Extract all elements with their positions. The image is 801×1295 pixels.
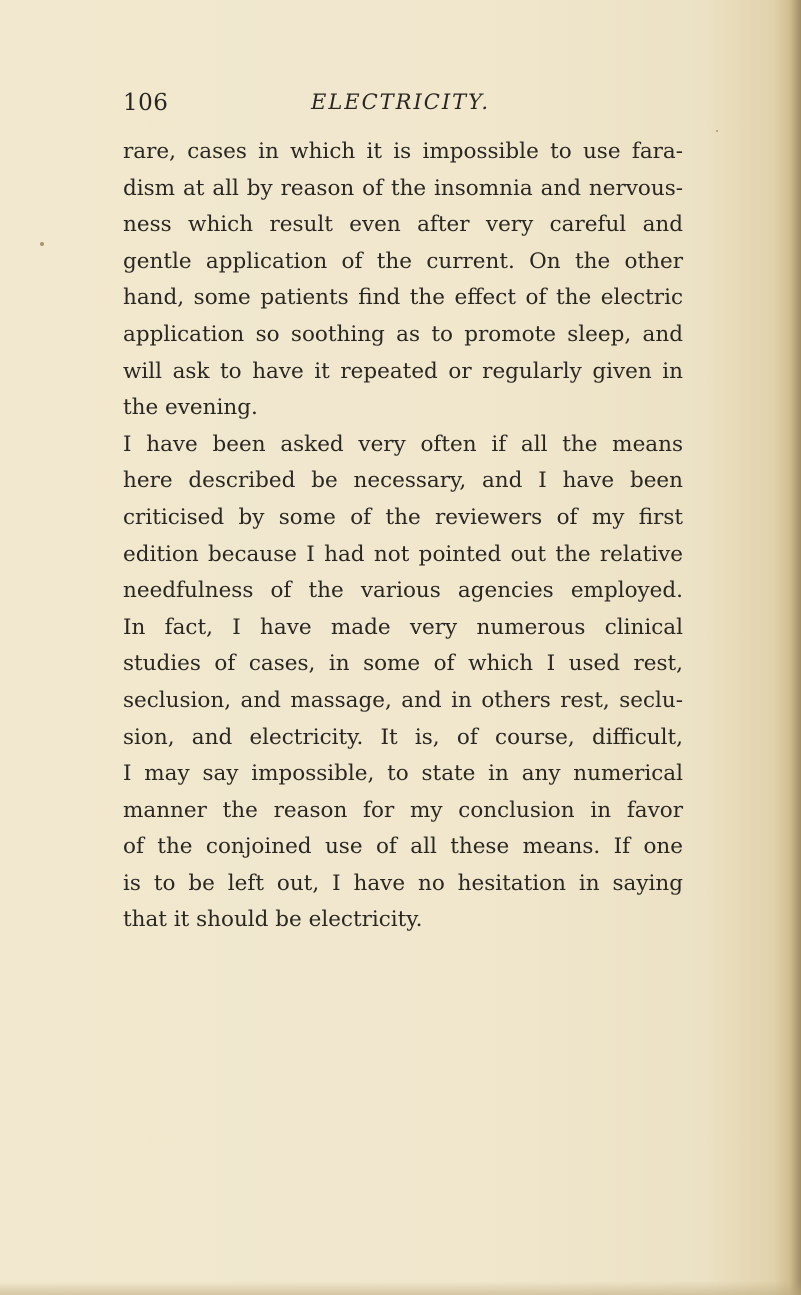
- paper-speck: [40, 242, 44, 246]
- text-line: studies of cases, in some of which I used rest,: [123, 651, 683, 677]
- paper-speck: [716, 130, 718, 132]
- text-line: sion, and electricity. It is, of course, difficult,: [123, 724, 683, 750]
- page-number: 106: [123, 90, 169, 116]
- page-header: [123, 90, 683, 124]
- text-line: criticised by some of the reviewers of my first: [123, 504, 683, 530]
- text-line: manner the reason for my conclusion in favor: [123, 797, 683, 823]
- page-bottom-shadow: [0, 1281, 801, 1295]
- text-line: here described be necessary, and I have been: [123, 468, 683, 494]
- body-text: [123, 134, 683, 939]
- text-line: gentle application of the current. On the other: [123, 248, 683, 274]
- text-line: needfulness of the various agencies employed.: [123, 578, 683, 604]
- text-line: seclusion, and massage, and in others rest, seclu-: [123, 687, 683, 713]
- text-line: ness which result even after very careful and: [123, 212, 683, 238]
- text-line: that it should be electricity.: [123, 907, 423, 933]
- text-line: edition because I had not pointed out the relative: [123, 541, 683, 567]
- text-line: rare, cases in which it is impossible to use fara-: [123, 139, 683, 164]
- text-line: hand, some patients find the effect of the electric: [123, 285, 683, 311]
- text-line: application so soothing as to promote sleep, and: [123, 321, 683, 347]
- text-line: I may say impossible, to state in any numerical: [123, 761, 683, 787]
- text-line: of the conjoined use of all these means. If one: [123, 834, 683, 860]
- text-line: In fact, I have made very numerous clinical: [123, 614, 683, 640]
- text-line: is to be left out, I have no hesitation in saying: [123, 870, 683, 896]
- text-line: dism at all by reason of the insomnia and nervous-: [123, 175, 683, 201]
- page-edge-shadow: [775, 0, 801, 1295]
- running-head: ELECTRICITY.: [311, 90, 490, 114]
- text-line: the evening.: [123, 395, 258, 421]
- text-line: I have been asked very often if all the means: [123, 431, 683, 457]
- text-line: will ask to have it repeated or regularly given in: [123, 358, 683, 384]
